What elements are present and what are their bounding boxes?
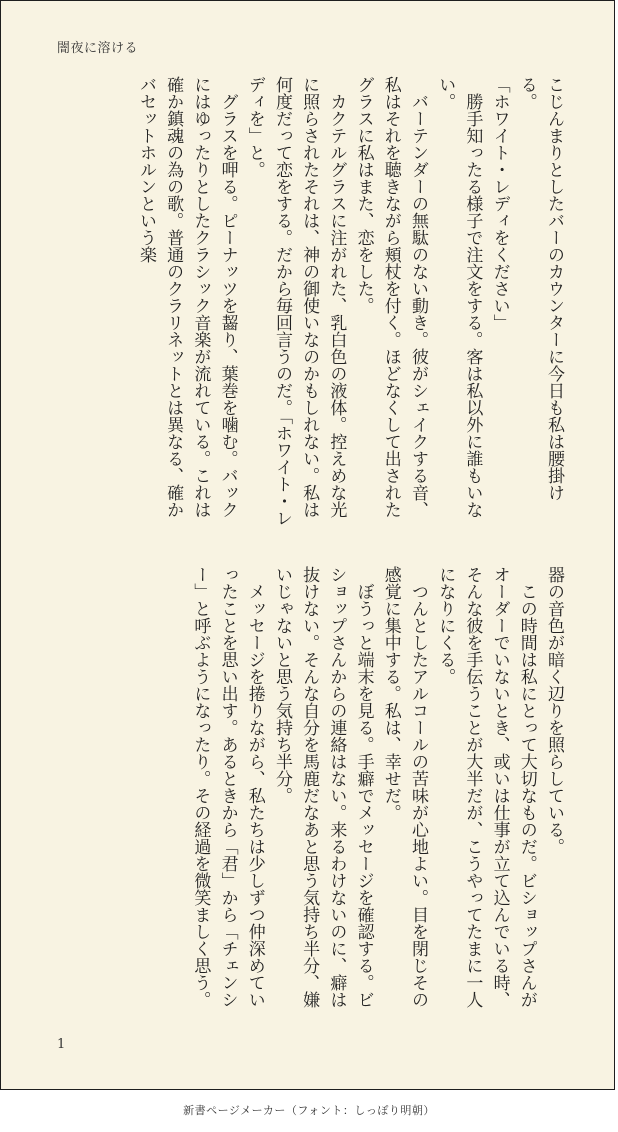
upper-paragraph-6: グラスを呷る。ピーナッツを齧り、葉巻を噛む。バックにはゆったりとしたクラシック音楽が流れている。これは確か鎮魂の為の歌。普通のクラリネットとは異なる、確かバセットホルンという楽: [135, 76, 238, 518]
page-number: 1: [57, 1037, 66, 1052]
lower-paragraph-4: ぼうっと端末を見る。手癖でメッセージを確認する。ビショップさんからの連絡はない。来るわけないのに、癖は抜けない。そんな自分を馬鹿だなあと思う気持ち半分、嫌いじゃないと思う気持ち半分。: [271, 566, 374, 1008]
upper-paragraph-5: カクテルグラスに注がれた、乳白色の液体。控えめな光に照らされたそれは、神の御使いなのかもしれない。私は何度だって恋をする。だから毎回言うのだ。「ホワイト・レディを」と。: [244, 76, 347, 527]
upper-paragraph-3: 勝手知ったる様子で注文をする。客は私以外に誰もいない。: [435, 76, 483, 518]
lower-text-block: [51, 566, 567, 1024]
running-head: 闇夜に溶ける: [57, 41, 139, 56]
upper-paragraph-2: 「ホワイト・レディをください」: [489, 76, 510, 331]
upper-paragraph-1: こじんまりとしたバーのカウンターに今日も私は腰掛ける。: [516, 76, 564, 501]
upper-text-block: [51, 76, 567, 534]
lower-paragraph-1: 器の音色が暗く辺りを照らしている。: [544, 566, 564, 855]
lower-paragraph-5: メッセージを捲りながら、私たちは少しずつ仲深めていったことを思い出す。あるときから「君」から「チェンシー」と呼ぶようになったり。その経過を微笑ましく思う。: [190, 566, 265, 1008]
lower-paragraph-3: つんとしたアルコールの苦味が心地よい。目を閉じその感覚に集中する。私は、幸せだ。: [380, 566, 428, 1008]
lower-paragraph-2: この時間は私にとって大切なものだ。ビショップさんがオーダーでいないとき、或いは仕事が立て込んでいる時、そんな彼を手伝うことが大半だが、こうやってたまに一人になりにくる。: [435, 566, 537, 1008]
upper-paragraph-4: バーテンダーの無駄のない動き。彼がシェイクする音、私はそれを聴きながら頬杖を付く。ほどなくして出されたグラスに私はまた、恋をした。: [353, 76, 428, 518]
footer-caption: 新書ページメーカー（フォント：しっぽり明朝）: [183, 1104, 435, 1117]
